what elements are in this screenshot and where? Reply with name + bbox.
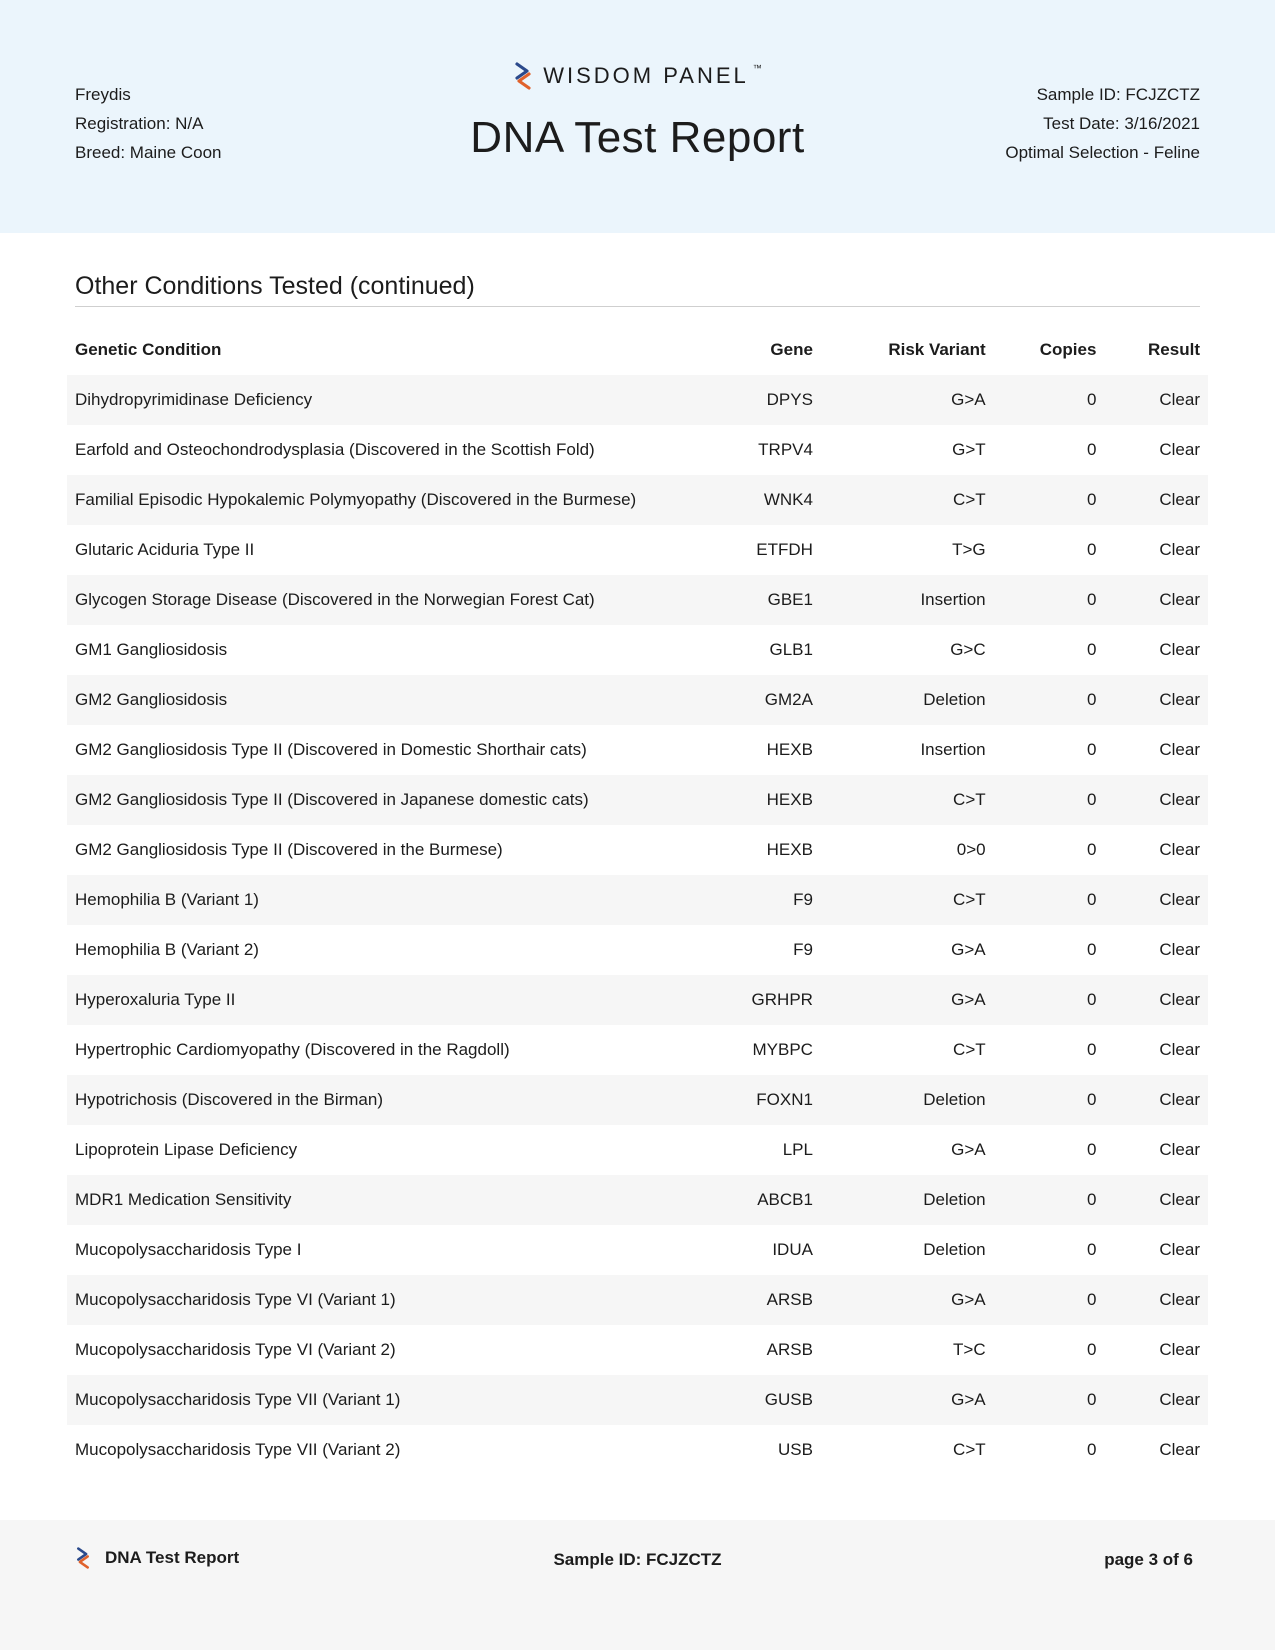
gene-cell: HEXB — [766, 840, 813, 859]
result-cell: Clear — [1159, 490, 1200, 509]
copies-cell: 0 — [1086, 1340, 1097, 1359]
risk-variant-cell: Deletion — [923, 1090, 986, 1109]
copies-cell: 0 — [1086, 1090, 1097, 1109]
wisdom-panel-logo-icon — [513, 62, 533, 90]
pet-name: Freydis — [75, 85, 131, 104]
trademark-symbol: ™ — [752, 63, 762, 73]
table-row — [67, 1025, 1208, 1075]
gene-cell: GM2A — [764, 690, 813, 709]
copies-cell: 0 — [1086, 1140, 1097, 1159]
condition-cell: Familial Episodic Hypokalemic Polymyopathy (Discovered in the Burmese) — [75, 490, 637, 509]
copies-cell: 0 — [1086, 440, 1097, 459]
table-row — [67, 975, 1208, 1025]
gene-cell: LPL — [782, 1140, 813, 1159]
condition-cell: GM2 Gangliosidosis Type II (Discovered in Domestic Shorthair cats) — [75, 740, 587, 759]
copies-cell: 0 — [1086, 840, 1097, 859]
result-cell: Clear — [1159, 390, 1200, 409]
condition-cell: GM2 Gangliosidosis — [75, 690, 228, 709]
risk-variant-cell: T>C — [953, 1340, 986, 1359]
risk-variant-cell: G>T — [952, 440, 986, 459]
result-cell: Clear — [1159, 1140, 1200, 1159]
condition-cell: Glutaric Aciduria Type II — [75, 540, 255, 559]
gene-cell: GUSB — [764, 1390, 813, 1409]
result-cell: Clear — [1159, 1240, 1200, 1259]
copies-cell: 0 — [1086, 990, 1097, 1009]
result-cell: Clear — [1159, 990, 1200, 1009]
table-row — [67, 675, 1208, 725]
table-row — [67, 875, 1208, 925]
condition-cell: Mucopolysaccharidosis Type VII (Variant 1) — [75, 1390, 401, 1409]
gene-cell: F9 — [793, 890, 813, 909]
page-title: DNA Test Report — [470, 113, 805, 162]
risk-variant-cell: Deletion — [923, 690, 986, 709]
table-row — [67, 425, 1208, 475]
footer-sample-id: Sample ID: FCJZCTZ — [553, 1550, 722, 1569]
condition-cell: Dihydropyrimidinase Deficiency — [75, 390, 313, 409]
result-cell: Clear — [1159, 440, 1200, 459]
table-row — [67, 625, 1208, 675]
product-name: Optimal Selection - Feline — [1005, 143, 1200, 162]
condition-cell: Hemophilia B (Variant 1) — [75, 890, 259, 909]
risk-variant-cell: Insertion — [920, 740, 986, 759]
table-row — [67, 375, 1208, 425]
copies-cell: 0 — [1086, 1040, 1097, 1059]
risk-variant-cell: T>G — [952, 540, 986, 559]
condition-cell: Hemophilia B (Variant 2) — [75, 940, 259, 959]
condition-cell: Hyperoxaluria Type II — [75, 990, 236, 1009]
risk-variant-cell: G>C — [950, 640, 986, 659]
brand-logo — [513, 62, 762, 90]
condition-cell: GM2 Gangliosidosis Type II (Discovered in the Burmese) — [75, 840, 503, 859]
result-cell: Clear — [1159, 940, 1200, 959]
gene-cell: FOXN1 — [756, 1090, 813, 1109]
breed: Breed: Maine Coon — [75, 143, 222, 162]
condition-cell: Earfold and Osteochondrodysplasia (Discovered in the Scottish Fold) — [75, 440, 595, 459]
condition-cell: GM1 Gangliosidosis — [75, 640, 228, 659]
result-cell: Clear — [1159, 1340, 1200, 1359]
condition-cell: Hypertrophic Cardiomyopathy (Discovered in the Ragdoll) — [75, 1040, 510, 1059]
column-header-condition: Genetic Condition — [75, 340, 222, 359]
page-number: page 3 of 6 — [1104, 1550, 1193, 1569]
gene-cell: ARSB — [766, 1290, 813, 1309]
condition-cell: Lipoprotein Lipase Deficiency — [75, 1140, 298, 1159]
table-row — [67, 1225, 1208, 1275]
copies-cell: 0 — [1086, 890, 1097, 909]
table-row — [67, 1325, 1208, 1375]
result-cell: Clear — [1159, 590, 1200, 609]
brand-name: WISDOM PANEL — [543, 63, 749, 88]
gene-cell: GLB1 — [769, 640, 813, 659]
table-body — [67, 375, 1208, 1475]
column-header-gene: Gene — [770, 340, 813, 359]
footer-report-label: DNA Test Report — [105, 1548, 240, 1567]
risk-variant-cell: C>T — [953, 1040, 986, 1059]
section-title: Other Conditions Tested (continued) — [75, 272, 475, 300]
result-cell: Clear — [1159, 890, 1200, 909]
table-row — [67, 1275, 1208, 1325]
copies-cell: 0 — [1086, 690, 1097, 709]
gene-cell: DPYS — [766, 390, 813, 409]
gene-cell: F9 — [793, 940, 813, 959]
copies-cell: 0 — [1086, 1240, 1097, 1259]
gene-cell: ARSB — [766, 1340, 813, 1359]
gene-cell: HEXB — [766, 740, 813, 759]
risk-variant-cell: G>A — [951, 990, 986, 1009]
result-cell: Clear — [1159, 790, 1200, 809]
report-footer — [0, 1520, 1275, 1650]
conditions-table — [67, 325, 1208, 1475]
result-cell: Clear — [1159, 1040, 1200, 1059]
gene-cell: HEXB — [766, 790, 813, 809]
gene-cell: ABCB1 — [757, 1190, 813, 1209]
table-header-row — [67, 325, 1208, 375]
condition-cell: Mucopolysaccharidosis Type I — [75, 1240, 302, 1259]
copies-cell: 0 — [1086, 1390, 1097, 1409]
table-row — [67, 525, 1208, 575]
result-cell: Clear — [1159, 690, 1200, 709]
condition-cell: MDR1 Medication Sensitivity — [75, 1190, 292, 1209]
risk-variant-cell: C>T — [953, 490, 986, 509]
risk-variant-cell: Deletion — [923, 1190, 986, 1209]
result-cell: Clear — [1159, 1390, 1200, 1409]
test-date: Test Date: 3/16/2021 — [1043, 114, 1200, 133]
copies-cell: 0 — [1086, 790, 1097, 809]
copies-cell: 0 — [1086, 1440, 1097, 1459]
risk-variant-cell: G>A — [951, 1390, 986, 1409]
column-header-result: Result — [1148, 340, 1200, 359]
section-divider — [75, 306, 1200, 307]
table-row — [67, 475, 1208, 525]
sample-id: Sample ID: FCJZCTZ — [1036, 85, 1200, 104]
table-row — [67, 1425, 1208, 1475]
condition-cell: Mucopolysaccharidosis Type VI (Variant 2) — [75, 1340, 396, 1359]
copies-cell: 0 — [1086, 490, 1097, 509]
condition-cell: Hypotrichosis (Discovered in the Birman) — [75, 1090, 383, 1109]
copies-cell: 0 — [1086, 640, 1097, 659]
risk-variant-cell: G>A — [951, 390, 986, 409]
result-cell: Clear — [1159, 1190, 1200, 1209]
table-row — [67, 825, 1208, 875]
column-header-risk-variant: Risk Variant — [888, 340, 986, 359]
copies-cell: 0 — [1086, 740, 1097, 759]
risk-variant-cell: Deletion — [923, 1240, 986, 1259]
copies-cell: 0 — [1086, 1190, 1097, 1209]
risk-variant-cell: G>A — [951, 1290, 986, 1309]
result-cell: Clear — [1159, 1090, 1200, 1109]
result-cell: Clear — [1159, 1440, 1200, 1459]
gene-cell: GBE1 — [767, 590, 813, 609]
copies-cell: 0 — [1086, 540, 1097, 559]
sample-info — [1005, 80, 1200, 167]
risk-variant-cell: 0>0 — [956, 840, 986, 859]
risk-variant-cell: C>T — [953, 890, 986, 909]
gene-cell: IDUA — [772, 1240, 813, 1259]
gene-cell: MYBPC — [752, 1040, 813, 1059]
risk-variant-cell: C>T — [953, 790, 986, 809]
gene-cell: TRPV4 — [758, 440, 813, 459]
result-cell: Clear — [1159, 1290, 1200, 1309]
gene-cell: WNK4 — [763, 490, 813, 509]
risk-variant-cell: G>A — [951, 940, 986, 959]
gene-cell: USB — [777, 1440, 813, 1459]
gene-cell: GRHPR — [751, 990, 813, 1009]
table-row — [67, 725, 1208, 775]
condition-cell: Mucopolysaccharidosis Type VI (Variant 1) — [75, 1290, 396, 1309]
copies-cell: 0 — [1086, 390, 1097, 409]
result-cell: Clear — [1159, 540, 1200, 559]
column-header-copies: Copies — [1039, 340, 1097, 359]
table-row — [67, 1175, 1208, 1225]
risk-variant-cell: Insertion — [920, 590, 986, 609]
condition-cell: Glycogen Storage Disease (Discovered in the Norwegian Forest Cat) — [75, 590, 595, 609]
result-cell: Clear — [1159, 740, 1200, 759]
condition-cell: GM2 Gangliosidosis Type II (Discovered in Japanese domestic cats) — [75, 790, 589, 809]
registration: Registration: N/A — [75, 114, 204, 133]
report-header — [0, 0, 1275, 233]
table-row — [67, 1075, 1208, 1125]
table-row — [67, 1125, 1208, 1175]
risk-variant-cell: C>T — [953, 1440, 986, 1459]
condition-cell: Mucopolysaccharidosis Type VII (Variant 2) — [75, 1440, 401, 1459]
copies-cell: 0 — [1086, 590, 1097, 609]
table-row — [67, 775, 1208, 825]
copies-cell: 0 — [1086, 1290, 1097, 1309]
table-row — [67, 575, 1208, 625]
risk-variant-cell: G>A — [951, 1140, 986, 1159]
result-cell: Clear — [1159, 640, 1200, 659]
gene-cell: ETFDH — [756, 540, 813, 559]
table-row — [67, 925, 1208, 975]
table-row — [67, 1375, 1208, 1425]
copies-cell: 0 — [1086, 940, 1097, 959]
result-cell: Clear — [1159, 840, 1200, 859]
